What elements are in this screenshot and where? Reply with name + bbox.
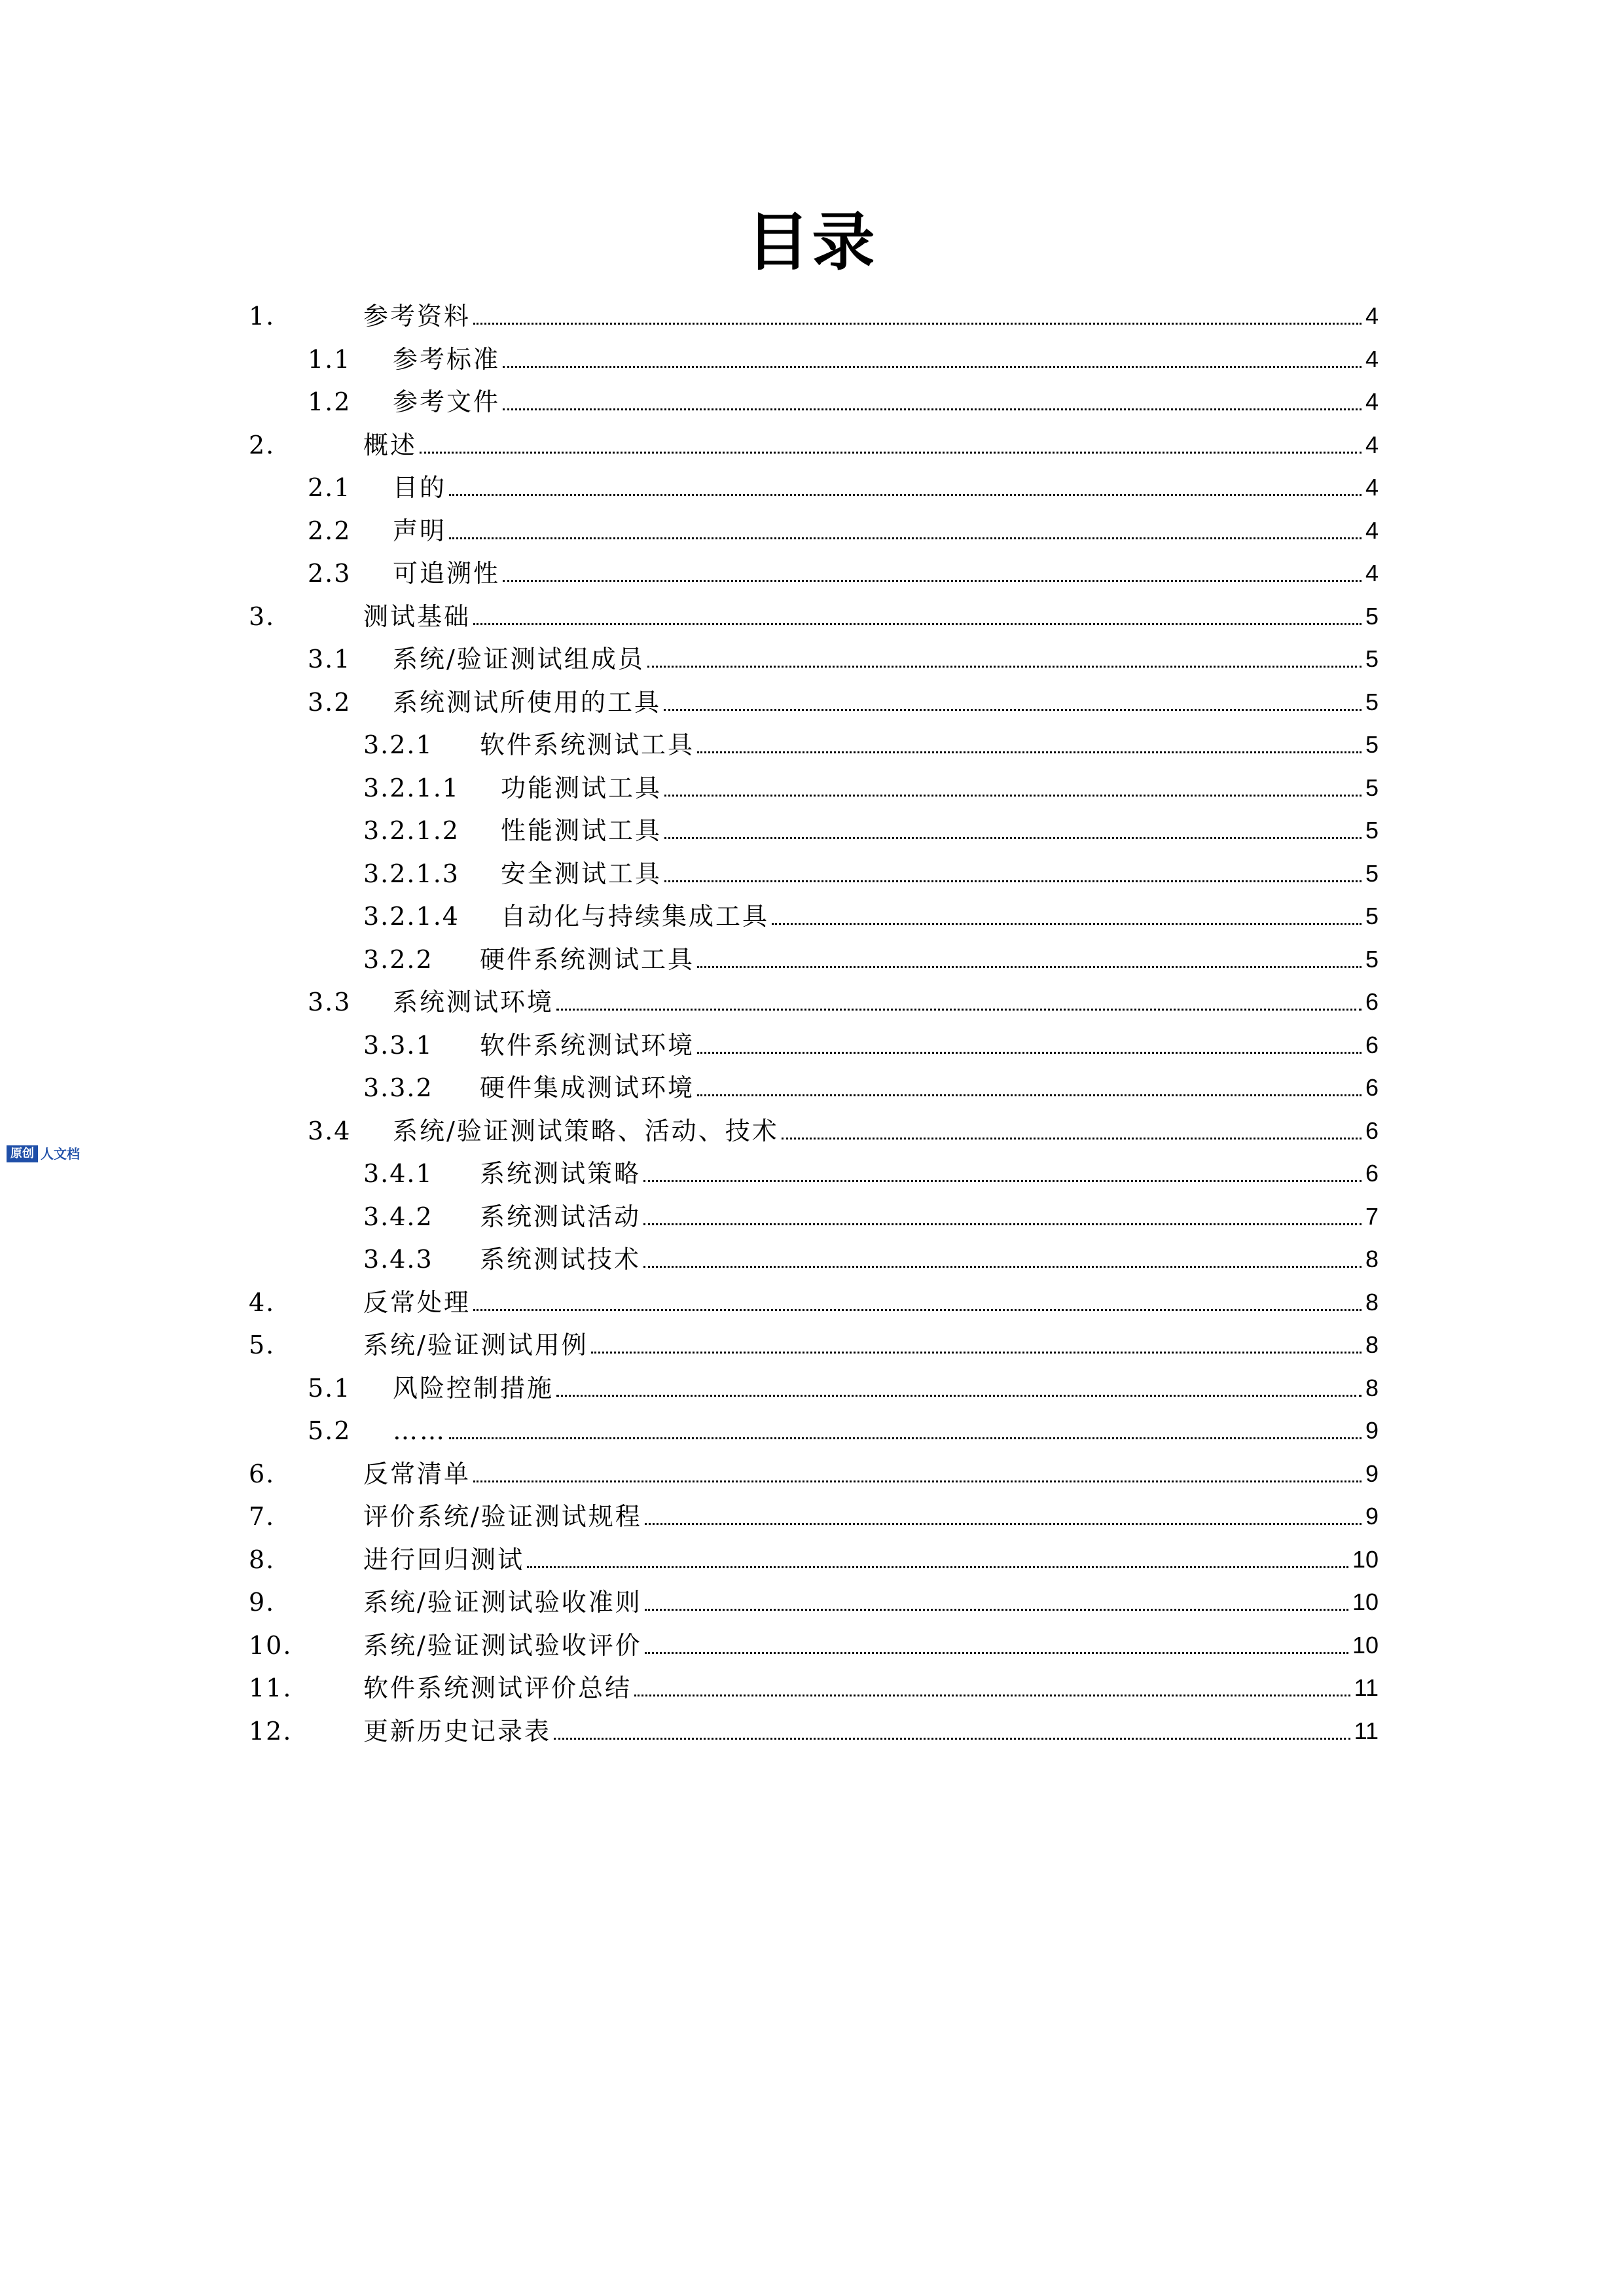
toc-entry[interactable] xyxy=(0,595,1624,638)
toc-entry-label: 更新历史记录表 xyxy=(363,1715,551,1748)
toc-entry-line xyxy=(393,986,1379,1018)
toc-entry-label: 系统测试所使用的工具 xyxy=(393,686,661,719)
toc-entry-number: 3.2.1 xyxy=(363,730,433,759)
toc-dot-leader xyxy=(645,1523,1362,1525)
toc-entry[interactable] xyxy=(0,1195,1624,1238)
toc-dot-leader xyxy=(664,795,1362,797)
toc-entry-label: 系统/验证测试验收准则 xyxy=(363,1586,642,1619)
toc-entry-label: 系统/验证测试组成员 xyxy=(393,643,645,675)
toc-dot-leader xyxy=(449,537,1362,539)
toc-dot-leader xyxy=(697,751,1362,753)
toc-entry-line xyxy=(501,814,1379,847)
toc-entry-label: …… xyxy=(393,1414,446,1447)
toc-entry-line xyxy=(363,600,1379,633)
toc-entry-line xyxy=(363,1543,1379,1576)
toc-entry-number: 3.3.1 xyxy=(363,1030,433,1060)
toc-entry-page-number: 5 xyxy=(1365,859,1379,887)
toc-entry-label: 风险控制措施 xyxy=(393,1372,554,1405)
toc-entry[interactable] xyxy=(0,1367,1624,1410)
toc-entry-page-number: 6 xyxy=(1365,1074,1379,1101)
toc-title: 目录 xyxy=(746,206,878,279)
toc-entry-page-number: 4 xyxy=(1365,516,1379,544)
toc-entry-line xyxy=(480,1243,1379,1276)
toc-entry[interactable] xyxy=(0,552,1624,595)
toc-dot-leader xyxy=(503,580,1362,582)
toc-entry[interactable] xyxy=(0,1238,1624,1281)
toc-entry-label: 性能测试工具 xyxy=(501,814,662,847)
toc-entry-page-number: 4 xyxy=(1365,345,1379,372)
toc-entry-page-number: 11 xyxy=(1354,1674,1379,1701)
toc-entry-page-number: 4 xyxy=(1365,302,1379,329)
toc-dot-leader xyxy=(645,1609,1348,1611)
toc-entry[interactable] xyxy=(0,1538,1624,1581)
toc-entry-number: 6. xyxy=(249,1459,276,1488)
toc-entry[interactable] xyxy=(0,1452,1624,1496)
toc-dot-leader xyxy=(473,623,1362,625)
toc-entry-number: 3.2.2 xyxy=(363,944,433,974)
toc-entry-label: 安全测试工具 xyxy=(501,857,662,890)
toc-entry[interactable] xyxy=(0,1624,1624,1667)
toc-entry[interactable] xyxy=(0,1666,1624,1710)
toc-entry-line xyxy=(393,514,1379,547)
toc-entry-number: 1.2 xyxy=(308,387,352,416)
toc-entry[interactable] xyxy=(0,1066,1624,1109)
watermark-logo-box: 原创 xyxy=(7,1145,38,1162)
toc-entry-number: 1.1 xyxy=(308,344,352,374)
toc-dot-leader xyxy=(643,1180,1362,1182)
toc-entry-label: 硬件系统测试工具 xyxy=(480,943,695,976)
toc-entry-number: 3.4.1 xyxy=(363,1159,433,1188)
toc-entry-page-number: 9 xyxy=(1365,1460,1379,1487)
toc-dot-leader xyxy=(645,1652,1348,1654)
toc-entry-page-number: 10 xyxy=(1352,1545,1379,1573)
toc-entry-line xyxy=(363,1329,1379,1361)
toc-entry-line xyxy=(363,1500,1379,1533)
toc-dot-leader xyxy=(556,1009,1362,1011)
toc-dot-leader xyxy=(634,1695,1350,1696)
toc-entry[interactable] xyxy=(0,809,1624,852)
toc-entry-page-number: 10 xyxy=(1352,1631,1379,1659)
toc-entry-line xyxy=(480,1157,1379,1190)
toc-entry-label: 参考资料 xyxy=(363,300,471,332)
toc-entry[interactable] xyxy=(0,723,1624,766)
toc-entry-label: 可追溯性 xyxy=(393,557,500,590)
toc-entry-page-number: 5 xyxy=(1365,945,1379,973)
toc-entry-page-number: 6 xyxy=(1365,1117,1379,1144)
toc-entry-page-number: 8 xyxy=(1365,1331,1379,1358)
toc-entry[interactable] xyxy=(0,1323,1624,1367)
toc-dot-leader xyxy=(554,1738,1350,1740)
toc-entry-label: 目的 xyxy=(393,471,446,504)
toc-entry-page-number: 9 xyxy=(1365,1503,1379,1530)
toc-entry-line xyxy=(363,1715,1379,1748)
toc-entry-label: 系统测试活动 xyxy=(480,1200,641,1233)
toc-entry[interactable] xyxy=(0,509,1624,552)
toc-entry-line xyxy=(480,728,1379,761)
toc-entry-line xyxy=(480,1071,1379,1104)
toc-entry-label: 声明 xyxy=(393,514,446,547)
toc-entry-number: 3.2.1.3 xyxy=(363,859,460,888)
toc-entry-label: 系统/验证测试策略、活动、技术 xyxy=(393,1115,779,1147)
toc-entry[interactable] xyxy=(0,423,1624,467)
toc-entry-line xyxy=(501,772,1379,804)
toc-entry-number: 8. xyxy=(249,1545,276,1574)
toc-entry-page-number: 7 xyxy=(1365,1202,1379,1230)
toc-entry-line xyxy=(363,429,1379,461)
toc-entry-page-number: 5 xyxy=(1365,903,1379,929)
toc-entry-page-number: 9 xyxy=(1365,1417,1379,1444)
toc-dot-leader xyxy=(664,709,1362,711)
toc-entry-label: 自动化与持续集成工具 xyxy=(501,900,769,933)
toc-entry[interactable] xyxy=(0,637,1624,681)
toc-entry-line xyxy=(501,900,1379,933)
toc-dot-leader xyxy=(697,1052,1362,1054)
toc-entry[interactable] xyxy=(0,1281,1624,1324)
toc-entry-number: 3.3 xyxy=(308,988,352,1016)
toc-entry[interactable] xyxy=(0,466,1624,509)
toc-entry-number: 12. xyxy=(249,1716,293,1746)
toc-entry[interactable] xyxy=(0,980,1624,1024)
toc-entry-label: 反常清单 xyxy=(363,1458,471,1490)
toc-entry[interactable] xyxy=(0,1109,1624,1153)
toc-entry-label: 系统/验证测试验收评价 xyxy=(363,1629,642,1662)
toc-entry-page-number: 4 xyxy=(1365,388,1379,415)
toc-entry-label: 系统测试策略 xyxy=(480,1157,641,1190)
toc-entry-number: 9. xyxy=(249,1588,276,1617)
toc-dot-leader xyxy=(449,1437,1362,1439)
toc-entry-line xyxy=(393,557,1379,590)
toc-dot-leader xyxy=(420,452,1362,454)
toc-entry-number: 2. xyxy=(249,430,276,459)
toc-entry-page-number: 5 xyxy=(1365,774,1379,801)
toc-entry-page-number: 8 xyxy=(1365,1288,1379,1316)
toc-entry-line xyxy=(393,1115,1379,1147)
toc-entry[interactable] xyxy=(0,1409,1624,1452)
toc-entry-label: 软件系统测试环境 xyxy=(480,1029,695,1062)
toc-entry-number: 3. xyxy=(249,601,276,631)
toc-entry-label: 硬件集成测试环境 xyxy=(480,1071,695,1104)
toc-entry-number: 3.4.2 xyxy=(363,1202,433,1231)
toc-dot-leader xyxy=(556,1395,1362,1397)
toc-entry[interactable] xyxy=(0,380,1624,423)
toc-entry-line xyxy=(393,1414,1379,1447)
toc-entry-page-number: 6 xyxy=(1365,988,1379,1015)
toc-dot-leader xyxy=(697,1094,1362,1096)
toc-dot-leader xyxy=(772,923,1362,925)
toc-dot-leader xyxy=(697,966,1362,968)
toc-entry-page-number: 11 xyxy=(1354,1717,1379,1744)
toc-entry-line xyxy=(480,943,1379,976)
toc-entry-line xyxy=(363,1286,1379,1319)
toc-entry-label: 系统测试技术 xyxy=(480,1243,641,1276)
toc-entry-page-number: 6 xyxy=(1365,1160,1379,1187)
toc-entry-page-number: 5 xyxy=(1365,731,1379,758)
toc-entry-label: 反常处理 xyxy=(363,1286,471,1319)
toc-entry-page-number: 5 xyxy=(1365,817,1379,844)
toc-entry[interactable] xyxy=(0,852,1624,895)
toc-entry-page-number: 5 xyxy=(1365,688,1379,715)
toc-entry-page-number: 10 xyxy=(1352,1588,1379,1615)
toc-dot-leader xyxy=(503,408,1362,410)
toc-dot-leader xyxy=(449,494,1362,496)
toc-entry[interactable] xyxy=(0,1152,1624,1195)
toc-entry-line xyxy=(363,1672,1379,1704)
toc-entry-page-number: 4 xyxy=(1365,560,1379,586)
toc-dot-leader xyxy=(643,1266,1362,1268)
toc-entry-number: 3.2.1.2 xyxy=(363,816,460,845)
toc-entry-label: 参考标准 xyxy=(393,343,500,376)
toc-entry-number: 3.2.1.4 xyxy=(363,902,460,931)
toc-entry-line xyxy=(393,1372,1379,1405)
toc-entry-number: 3.1 xyxy=(308,645,352,673)
toc-entry[interactable] xyxy=(0,895,1624,938)
watermark xyxy=(7,1144,80,1164)
toc-entry-number: 10. xyxy=(249,1630,293,1660)
toc-entry-line xyxy=(393,343,1379,376)
toc-entry-line xyxy=(393,386,1379,418)
toc-entry[interactable] xyxy=(0,295,1624,338)
toc-entry-number: 1. xyxy=(249,302,276,331)
toc-entry-label: 系统测试环境 xyxy=(393,986,554,1018)
toc-entry-label: 系统/验证测试用例 xyxy=(363,1329,588,1361)
toc-entry[interactable] xyxy=(0,1495,1624,1538)
toc-entry-number: 5.1 xyxy=(308,1373,352,1403)
toc-entry-page-number: 6 xyxy=(1365,1031,1379,1058)
toc-entry-line xyxy=(480,1029,1379,1062)
toc-entry-number: 2.1 xyxy=(308,473,352,502)
toc-entry-label: 进行回归测试 xyxy=(363,1543,524,1576)
toc-dot-leader xyxy=(591,1352,1362,1354)
toc-entry-number: 2.2 xyxy=(308,516,352,545)
toc-entry[interactable] xyxy=(0,1581,1624,1624)
toc-entry-page-number: 4 xyxy=(1365,474,1379,501)
toc-dot-leader xyxy=(782,1138,1362,1139)
toc-entry-number: 3.4.3 xyxy=(363,1245,433,1274)
toc-entry[interactable] xyxy=(0,338,1624,381)
toc-entry-label: 软件系统测试评价总结 xyxy=(363,1672,632,1704)
watermark-text: 人文档 xyxy=(41,1146,80,1162)
toc-dot-leader xyxy=(473,1480,1362,1482)
toc-dot-leader xyxy=(503,366,1362,368)
toc-entry-label: 功能测试工具 xyxy=(501,772,662,804)
toc-entry-line xyxy=(393,686,1379,719)
toc-entry-line xyxy=(363,1458,1379,1490)
toc-entry[interactable] xyxy=(0,681,1624,724)
toc-entry-line xyxy=(363,300,1379,332)
toc-entry-number: 11. xyxy=(249,1674,293,1702)
toc-entry-number: 3.2 xyxy=(308,687,352,717)
toc-entry[interactable] xyxy=(0,1024,1624,1067)
toc-entry-number: 5.2 xyxy=(308,1416,352,1445)
toc-entry-number: 3.3.2 xyxy=(363,1073,433,1102)
toc-entry-label: 评价系统/验证测试规程 xyxy=(363,1500,642,1533)
toc-entry-label: 参考文件 xyxy=(393,386,500,418)
toc-dot-leader xyxy=(527,1566,1348,1568)
toc-dot-leader xyxy=(473,323,1362,325)
toc-entry-line xyxy=(393,471,1379,504)
toc-entry-label: 测试基础 xyxy=(363,600,471,633)
toc-entry-line xyxy=(480,1200,1379,1233)
toc-dot-leader xyxy=(473,1309,1362,1311)
toc-entry-page-number: 8 xyxy=(1365,1246,1379,1272)
table-of-contents xyxy=(0,295,1624,1752)
toc-entry-number: 4. xyxy=(249,1287,276,1317)
toc-dot-leader xyxy=(647,666,1362,668)
toc-entry-number: 5. xyxy=(249,1331,276,1359)
toc-entry-page-number: 4 xyxy=(1365,431,1379,458)
toc-entry[interactable] xyxy=(0,938,1624,981)
toc-dot-leader xyxy=(664,880,1362,882)
toc-entry-page-number: 5 xyxy=(1365,602,1379,630)
toc-entry[interactable] xyxy=(0,766,1624,810)
toc-entry-label: 概述 xyxy=(363,429,417,461)
toc-entry-number: 3.4 xyxy=(308,1116,352,1145)
toc-entry-line xyxy=(501,857,1379,890)
toc-entry-label: 软件系统测试工具 xyxy=(480,728,695,761)
toc-entry-number: 2.3 xyxy=(308,559,352,588)
toc-entry[interactable] xyxy=(0,1710,1624,1753)
toc-entry-number: 3.2.1.1 xyxy=(363,773,460,802)
toc-dot-leader xyxy=(643,1223,1362,1225)
toc-entry-line xyxy=(393,643,1379,675)
toc-entry-number: 7. xyxy=(249,1502,276,1531)
toc-entry-line xyxy=(363,1586,1379,1619)
toc-entry-page-number: 8 xyxy=(1365,1374,1379,1401)
toc-entry-line xyxy=(363,1629,1379,1662)
toc-entry-page-number: 5 xyxy=(1365,645,1379,672)
toc-dot-leader xyxy=(664,837,1362,839)
